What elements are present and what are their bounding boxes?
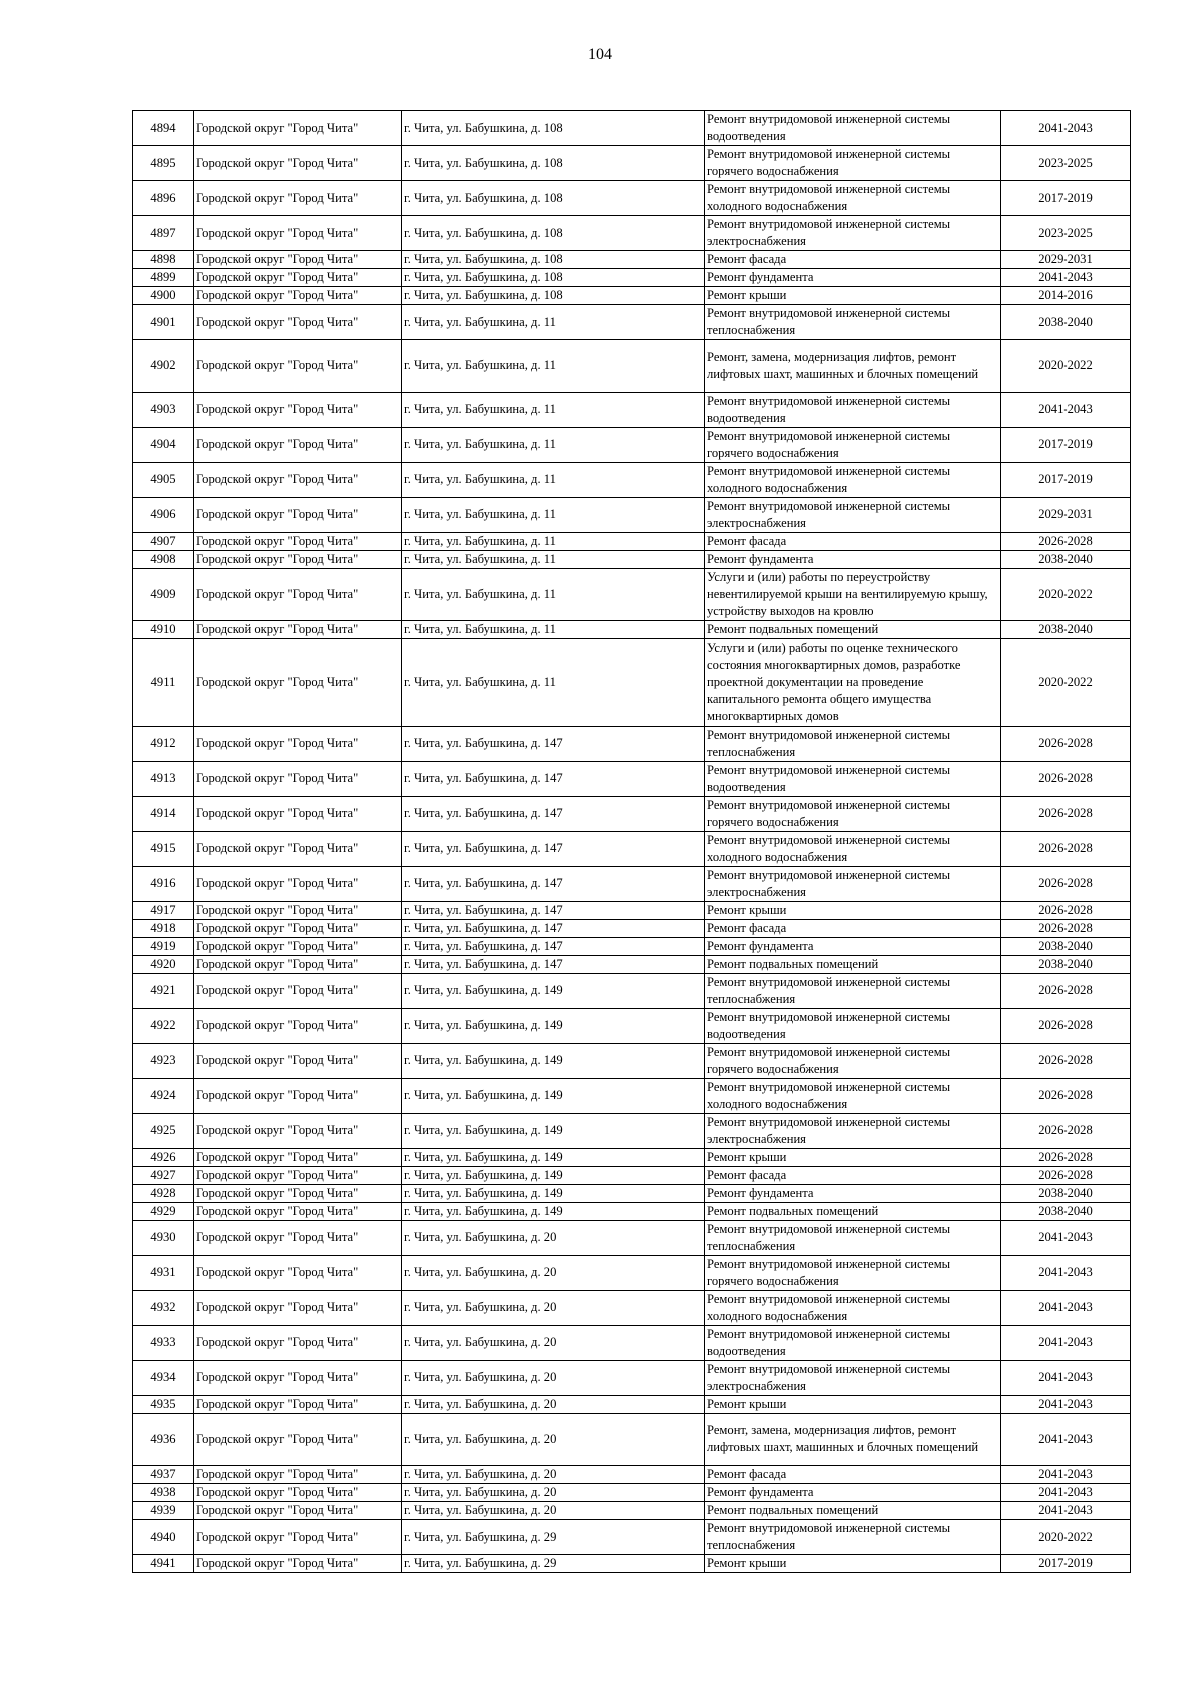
municipality-cell: Городской округ "Город Чита" xyxy=(194,1325,402,1360)
municipality-cell: Городской округ "Город Чита" xyxy=(194,796,402,831)
work-type-cell: Ремонт внутридомовой инженерной системы теплоснабжения xyxy=(705,726,1001,761)
row-number: 4900 xyxy=(133,287,194,305)
row-number: 4920 xyxy=(133,955,194,973)
municipality-cell: Городской округ "Город Чита" xyxy=(194,937,402,955)
row-number: 4901 xyxy=(133,305,194,340)
row-number: 4932 xyxy=(133,1290,194,1325)
period-cell: 2029-2031 xyxy=(1001,251,1131,269)
period-cell: 2020-2022 xyxy=(1001,340,1131,393)
municipality-cell: Городской округ "Город Чита" xyxy=(194,1360,402,1395)
municipality-cell: Городской округ "Город Чита" xyxy=(194,1202,402,1220)
table-row xyxy=(133,497,1131,532)
row-number: 4937 xyxy=(133,1466,194,1484)
work-type-cell: Ремонт внутридомовой инженерной системы горячего водоснабжения xyxy=(705,1043,1001,1078)
row-number: 4933 xyxy=(133,1325,194,1360)
work-type-cell: Ремонт внутридомовой инженерной системы водоотведения xyxy=(705,392,1001,427)
table-row xyxy=(133,955,1131,973)
address-cell: г. Чита, ул. Бабушкина, д. 11 xyxy=(402,621,705,639)
row-number: 4912 xyxy=(133,726,194,761)
address-cell: г. Чита, ул. Бабушкина, д. 149 xyxy=(402,1008,705,1043)
address-cell: г. Чита, ул. Бабушкина, д. 20 xyxy=(402,1502,705,1520)
work-type-cell: Ремонт внутридомовой инженерной системы холодного водоснабжения xyxy=(705,831,1001,866)
address-cell: г. Чита, ул. Бабушкина, д. 149 xyxy=(402,973,705,1008)
table-row xyxy=(133,1466,1131,1484)
period-cell: 2026-2028 xyxy=(1001,1043,1131,1078)
work-type-cell: Ремонт внутридомовой инженерной системы теплоснабжения xyxy=(705,973,1001,1008)
work-type-cell: Ремонт внутридомовой инженерной системы теплоснабжения xyxy=(705,1220,1001,1255)
municipality-cell: Городской округ "Город Чита" xyxy=(194,1043,402,1078)
table-row xyxy=(133,1360,1131,1395)
period-cell: 2041-2043 xyxy=(1001,1325,1131,1360)
work-type-cell: Ремонт подвальных помещений xyxy=(705,1502,1001,1520)
municipality-cell: Городской округ "Город Чита" xyxy=(194,1484,402,1502)
table-row xyxy=(133,251,1131,269)
address-cell: г. Чита, ул. Бабушкина, д. 20 xyxy=(402,1484,705,1502)
row-number: 4929 xyxy=(133,1202,194,1220)
table-row xyxy=(133,831,1131,866)
municipality-cell: Городской округ "Город Чита" xyxy=(194,1184,402,1202)
address-cell: г. Чита, ул. Бабушкина, д. 108 xyxy=(402,216,705,251)
address-cell: г. Чита, ул. Бабушкина, д. 108 xyxy=(402,251,705,269)
table-row xyxy=(133,532,1131,550)
work-type-cell: Ремонт внутридомовой инженерной системы горячего водоснабжения xyxy=(705,1255,1001,1290)
municipality-cell: Городской округ "Город Чита" xyxy=(194,1290,402,1325)
work-type-cell: Услуги и (или) работы по оценке технического состояния многоквартирных домов, разработке проектной документации на проведение капитального ремонта общего имущества многоквартирных домов xyxy=(705,639,1001,727)
table-row xyxy=(133,392,1131,427)
page-number: 104 xyxy=(588,46,612,63)
row-number: 4930 xyxy=(133,1220,194,1255)
address-cell: г. Чита, ул. Бабушкина, д. 11 xyxy=(402,497,705,532)
period-cell: 2038-2040 xyxy=(1001,621,1131,639)
work-type-cell: Ремонт подвальных помещений xyxy=(705,955,1001,973)
row-number: 4919 xyxy=(133,937,194,955)
work-type-cell: Ремонт внутридомовой инженерной системы горячего водоснабжения xyxy=(705,796,1001,831)
row-number: 4922 xyxy=(133,1008,194,1043)
address-cell: г. Чита, ул. Бабушкина, д. 20 xyxy=(402,1220,705,1255)
work-type-cell: Ремонт подвальных помещений xyxy=(705,621,1001,639)
address-cell: г. Чита, ул. Бабушкина, д. 108 xyxy=(402,146,705,181)
period-cell: 2038-2040 xyxy=(1001,550,1131,568)
period-cell: 2041-2043 xyxy=(1001,1413,1131,1466)
address-cell: г. Чита, ул. Бабушкина, д. 29 xyxy=(402,1520,705,1555)
address-cell: г. Чита, ул. Бабушкина, д. 11 xyxy=(402,462,705,497)
municipality-cell: Городской округ "Город Чита" xyxy=(194,305,402,340)
row-number: 4909 xyxy=(133,568,194,621)
row-number: 4938 xyxy=(133,1484,194,1502)
row-number: 4895 xyxy=(133,146,194,181)
row-number: 4896 xyxy=(133,181,194,216)
work-type-cell: Ремонт фасада xyxy=(705,919,1001,937)
period-cell: 2041-2043 xyxy=(1001,111,1131,146)
work-type-cell: Ремонт внутридомовой инженерной системы холодного водоснабжения xyxy=(705,1290,1001,1325)
address-cell: г. Чита, ул. Бабушкина, д. 20 xyxy=(402,1360,705,1395)
row-number: 4925 xyxy=(133,1113,194,1148)
period-cell: 2026-2028 xyxy=(1001,761,1131,796)
municipality-cell: Городской округ "Город Чита" xyxy=(194,955,402,973)
work-type-cell: Ремонт внутридомовой инженерной системы холодного водоснабжения xyxy=(705,462,1001,497)
row-number: 4939 xyxy=(133,1502,194,1520)
work-type-cell: Ремонт фундамента xyxy=(705,1484,1001,1502)
work-type-cell: Ремонт внутридомовой инженерной системы теплоснабжения xyxy=(705,1520,1001,1555)
row-number: 4911 xyxy=(133,639,194,727)
work-type-cell: Ремонт подвальных помещений xyxy=(705,1202,1001,1220)
work-type-cell: Ремонт, замена, модернизация лифтов, ремонт лифтовых шахт, машинных и блочных помещений xyxy=(705,1413,1001,1466)
period-cell: 2020-2022 xyxy=(1001,568,1131,621)
address-cell: г. Чита, ул. Бабушкина, д. 11 xyxy=(402,568,705,621)
period-cell: 2026-2028 xyxy=(1001,796,1131,831)
work-type-cell: Ремонт, замена, модернизация лифтов, ремонт лифтовых шахт, машинных и блочных помещений xyxy=(705,340,1001,393)
address-cell: г. Чита, ул. Бабушкина, д. 29 xyxy=(402,1555,705,1573)
period-cell: 2017-2019 xyxy=(1001,427,1131,462)
work-type-cell: Ремонт внутридомовой инженерной системы горячего водоснабжения xyxy=(705,146,1001,181)
row-number: 4915 xyxy=(133,831,194,866)
row-number: 4908 xyxy=(133,550,194,568)
table-row xyxy=(133,1395,1131,1413)
table-row xyxy=(133,181,1131,216)
municipality-cell: Городской округ "Город Чита" xyxy=(194,919,402,937)
municipality-cell: Городской округ "Город Чита" xyxy=(194,726,402,761)
period-cell: 2041-2043 xyxy=(1001,1220,1131,1255)
work-type-cell: Ремонт фасада xyxy=(705,251,1001,269)
period-cell: 2026-2028 xyxy=(1001,973,1131,1008)
address-cell: г. Чита, ул. Бабушкина, д. 149 xyxy=(402,1078,705,1113)
address-cell: г. Чита, ул. Бабушкина, д. 20 xyxy=(402,1255,705,1290)
address-cell: г. Чита, ул. Бабушкина, д. 20 xyxy=(402,1395,705,1413)
municipality-cell: Городской округ "Город Чита" xyxy=(194,287,402,305)
municipality-cell: Городской округ "Город Чита" xyxy=(194,462,402,497)
address-cell: г. Чита, ул. Бабушкина, д. 20 xyxy=(402,1466,705,1484)
municipality-cell: Городской округ "Город Чита" xyxy=(194,621,402,639)
period-cell: 2017-2019 xyxy=(1001,181,1131,216)
municipality-cell: Городской округ "Город Чита" xyxy=(194,111,402,146)
work-type-cell: Ремонт фундамента xyxy=(705,269,1001,287)
period-cell: 2023-2025 xyxy=(1001,146,1131,181)
row-number: 4913 xyxy=(133,761,194,796)
municipality-cell: Городской округ "Город Чита" xyxy=(194,251,402,269)
address-cell: г. Чита, ул. Бабушкина, д. 11 xyxy=(402,550,705,568)
period-cell: 2041-2043 xyxy=(1001,1290,1131,1325)
period-cell: 2041-2043 xyxy=(1001,1502,1131,1520)
address-cell: г. Чита, ул. Бабушкина, д. 20 xyxy=(402,1290,705,1325)
work-type-cell: Ремонт фасада xyxy=(705,1466,1001,1484)
row-number: 4934 xyxy=(133,1360,194,1395)
municipality-cell: Городской округ "Город Чита" xyxy=(194,181,402,216)
address-cell: г. Чита, ул. Бабушкина, д. 11 xyxy=(402,427,705,462)
period-cell: 2026-2028 xyxy=(1001,1113,1131,1148)
address-cell: г. Чита, ул. Бабушкина, д. 11 xyxy=(402,639,705,727)
works-table xyxy=(132,110,1131,1573)
municipality-cell: Городской округ "Город Чита" xyxy=(194,901,402,919)
municipality-cell: Городской округ "Город Чита" xyxy=(194,568,402,621)
table-row xyxy=(133,427,1131,462)
table-row xyxy=(133,639,1131,727)
address-cell: г. Чита, ул. Бабушкина, д. 147 xyxy=(402,726,705,761)
table-body xyxy=(133,111,1131,1573)
work-type-cell: Ремонт внутридомовой инженерной системы электроснабжения xyxy=(705,1360,1001,1395)
period-cell: 2026-2028 xyxy=(1001,1008,1131,1043)
period-cell: 2026-2028 xyxy=(1001,919,1131,937)
municipality-cell: Городской округ "Город Чита" xyxy=(194,1148,402,1166)
period-cell: 2041-2043 xyxy=(1001,1466,1131,1484)
municipality-cell: Городской округ "Город Чита" xyxy=(194,1220,402,1255)
table-row xyxy=(133,866,1131,901)
period-cell: 2026-2028 xyxy=(1001,1078,1131,1113)
period-cell: 2041-2043 xyxy=(1001,269,1131,287)
table-row xyxy=(133,146,1131,181)
municipality-cell: Городской округ "Город Чита" xyxy=(194,866,402,901)
row-number: 4916 xyxy=(133,866,194,901)
table-row xyxy=(133,269,1131,287)
row-number: 4903 xyxy=(133,392,194,427)
period-cell: 2017-2019 xyxy=(1001,1555,1131,1573)
row-number: 4936 xyxy=(133,1413,194,1466)
address-cell: г. Чита, ул. Бабушкина, д. 108 xyxy=(402,287,705,305)
table-row xyxy=(133,462,1131,497)
work-type-cell: Услуги и (или) работы по переустройству невентилируемой крыши на вентилируемую крышу, устройству выходов на кровлю xyxy=(705,568,1001,621)
work-type-cell: Ремонт внутридомовой инженерной системы электроснабжения xyxy=(705,1113,1001,1148)
period-cell: 2038-2040 xyxy=(1001,1184,1131,1202)
address-cell: г. Чита, ул. Бабушкина, д. 11 xyxy=(402,305,705,340)
work-type-cell: Ремонт внутридомовой инженерной системы электроснабжения xyxy=(705,866,1001,901)
table-row xyxy=(133,919,1131,937)
municipality-cell: Городской округ "Город Чита" xyxy=(194,639,402,727)
period-cell: 2026-2028 xyxy=(1001,1148,1131,1166)
period-cell: 2041-2043 xyxy=(1001,1360,1131,1395)
period-cell: 2038-2040 xyxy=(1001,955,1131,973)
work-type-cell: Ремонт внутридомовой инженерной системы теплоснабжения xyxy=(705,305,1001,340)
table-row xyxy=(133,937,1131,955)
period-cell: 2038-2040 xyxy=(1001,305,1131,340)
table-row xyxy=(133,1325,1131,1360)
row-number: 4914 xyxy=(133,796,194,831)
address-cell: г. Чита, ул. Бабушкина, д. 147 xyxy=(402,866,705,901)
municipality-cell: Городской округ "Город Чита" xyxy=(194,973,402,1008)
period-cell: 2041-2043 xyxy=(1001,392,1131,427)
table-row xyxy=(133,1413,1131,1466)
row-number: 4935 xyxy=(133,1395,194,1413)
row-number: 4928 xyxy=(133,1184,194,1202)
row-number: 4898 xyxy=(133,251,194,269)
municipality-cell: Городской округ "Город Чита" xyxy=(194,340,402,393)
municipality-cell: Городской округ "Город Чита" xyxy=(194,1395,402,1413)
table-row xyxy=(133,761,1131,796)
municipality-cell: Городской округ "Город Чита" xyxy=(194,1113,402,1148)
municipality-cell: Городской округ "Город Чита" xyxy=(194,146,402,181)
address-cell: г. Чита, ул. Бабушкина, д. 11 xyxy=(402,392,705,427)
address-cell: г. Чита, ул. Бабушкина, д. 147 xyxy=(402,937,705,955)
period-cell: 2017-2019 xyxy=(1001,462,1131,497)
table-row xyxy=(133,1008,1131,1043)
work-type-cell: Ремонт крыши xyxy=(705,901,1001,919)
address-cell: г. Чита, ул. Бабушкина, д. 11 xyxy=(402,532,705,550)
row-number: 4927 xyxy=(133,1166,194,1184)
row-number: 4931 xyxy=(133,1255,194,1290)
work-type-cell: Ремонт крыши xyxy=(705,287,1001,305)
table-row xyxy=(133,973,1131,1008)
table-row xyxy=(133,111,1131,146)
row-number: 4910 xyxy=(133,621,194,639)
address-cell: г. Чита, ул. Бабушкина, д. 20 xyxy=(402,1413,705,1466)
row-number: 4924 xyxy=(133,1078,194,1113)
table-row xyxy=(133,1502,1131,1520)
work-type-cell: Ремонт фундамента xyxy=(705,1184,1001,1202)
table-row xyxy=(133,1555,1131,1573)
address-cell: г. Чита, ул. Бабушкина, д. 147 xyxy=(402,919,705,937)
work-type-cell: Ремонт фундамента xyxy=(705,937,1001,955)
work-type-cell: Ремонт внутридомовой инженерной системы горячего водоснабжения xyxy=(705,427,1001,462)
table-row xyxy=(133,726,1131,761)
period-cell: 2038-2040 xyxy=(1001,937,1131,955)
address-cell: г. Чита, ул. Бабушкина, д. 147 xyxy=(402,955,705,973)
address-cell: г. Чита, ул. Бабушкина, д. 147 xyxy=(402,761,705,796)
municipality-cell: Городской округ "Город Чита" xyxy=(194,1078,402,1113)
period-cell: 2029-2031 xyxy=(1001,497,1131,532)
address-cell: г. Чита, ул. Бабушкина, д. 108 xyxy=(402,269,705,287)
period-cell: 2041-2043 xyxy=(1001,1484,1131,1502)
work-type-cell: Ремонт фасада xyxy=(705,532,1001,550)
table-row xyxy=(133,1520,1131,1555)
work-type-cell: Ремонт внутридомовой инженерной системы холодного водоснабжения xyxy=(705,181,1001,216)
table-row xyxy=(133,1148,1131,1166)
municipality-cell: Городской округ "Город Чита" xyxy=(194,1520,402,1555)
table-row xyxy=(133,1043,1131,1078)
table-row xyxy=(133,1255,1131,1290)
address-cell: г. Чита, ул. Бабушкина, д. 149 xyxy=(402,1184,705,1202)
row-number: 4926 xyxy=(133,1148,194,1166)
table-row xyxy=(133,1113,1131,1148)
municipality-cell: Городской округ "Город Чита" xyxy=(194,1502,402,1520)
table-row xyxy=(133,287,1131,305)
row-number: 4917 xyxy=(133,901,194,919)
table-row xyxy=(133,1166,1131,1184)
municipality-cell: Городской округ "Город Чита" xyxy=(194,497,402,532)
row-number: 4905 xyxy=(133,462,194,497)
municipality-cell: Городской округ "Город Чита" xyxy=(194,216,402,251)
table-row xyxy=(133,796,1131,831)
row-number: 4907 xyxy=(133,532,194,550)
row-number: 4902 xyxy=(133,340,194,393)
municipality-cell: Городской округ "Город Чита" xyxy=(194,1255,402,1290)
work-type-cell: Ремонт внутридомовой инженерной системы водоотведения xyxy=(705,761,1001,796)
municipality-cell: Городской округ "Город Чита" xyxy=(194,831,402,866)
municipality-cell: Городской округ "Город Чита" xyxy=(194,269,402,287)
work-type-cell: Ремонт внутридомовой инженерной системы холодного водоснабжения xyxy=(705,1078,1001,1113)
work-type-cell: Ремонт внутридомовой инженерной системы электроснабжения xyxy=(705,497,1001,532)
table-row xyxy=(133,1290,1131,1325)
address-cell: г. Чита, ул. Бабушкина, д. 147 xyxy=(402,796,705,831)
period-cell: 2026-2028 xyxy=(1001,901,1131,919)
period-cell: 2026-2028 xyxy=(1001,831,1131,866)
table-row xyxy=(133,901,1131,919)
period-cell: 2014-2016 xyxy=(1001,287,1131,305)
municipality-cell: Городской округ "Город Чита" xyxy=(194,1166,402,1184)
address-cell: г. Чита, ул. Бабушкина, д. 20 xyxy=(402,1325,705,1360)
table-row xyxy=(133,216,1131,251)
work-type-cell: Ремонт фасада xyxy=(705,1166,1001,1184)
period-cell: 2041-2043 xyxy=(1001,1395,1131,1413)
table-row xyxy=(133,305,1131,340)
municipality-cell: Городской округ "Город Чита" xyxy=(194,1466,402,1484)
address-cell: г. Чита, ул. Бабушкина, д. 11 xyxy=(402,340,705,393)
table-row xyxy=(133,550,1131,568)
period-cell: 2026-2028 xyxy=(1001,532,1131,550)
table-row xyxy=(133,340,1131,393)
row-number: 4940 xyxy=(133,1520,194,1555)
work-type-cell: Ремонт крыши xyxy=(705,1148,1001,1166)
work-type-cell: Ремонт крыши xyxy=(705,1395,1001,1413)
row-number: 4906 xyxy=(133,497,194,532)
work-type-cell: Ремонт внутридомовой инженерной системы электроснабжения xyxy=(705,216,1001,251)
address-cell: г. Чита, ул. Бабушкина, д. 149 xyxy=(402,1113,705,1148)
work-type-cell: Ремонт внутридомовой инженерной системы водоотведения xyxy=(705,1325,1001,1360)
address-cell: г. Чита, ул. Бабушкина, д. 147 xyxy=(402,831,705,866)
period-cell: 2038-2040 xyxy=(1001,1202,1131,1220)
address-cell: г. Чита, ул. Бабушкина, д. 149 xyxy=(402,1166,705,1184)
table-row xyxy=(133,1484,1131,1502)
table-row xyxy=(133,1202,1131,1220)
row-number: 4923 xyxy=(133,1043,194,1078)
address-cell: г. Чита, ул. Бабушкина, д. 149 xyxy=(402,1148,705,1166)
municipality-cell: Городской округ "Город Чита" xyxy=(194,1413,402,1466)
municipality-cell: Городской округ "Город Чита" xyxy=(194,427,402,462)
work-type-cell: Ремонт внутридомовой инженерной системы водоотведения xyxy=(705,111,1001,146)
work-type-cell: Ремонт внутридомовой инженерной системы водоотведения xyxy=(705,1008,1001,1043)
address-cell: г. Чита, ул. Бабушкина, д. 149 xyxy=(402,1202,705,1220)
table-row xyxy=(133,1184,1131,1202)
municipality-cell: Городской округ "Город Чита" xyxy=(194,550,402,568)
municipality-cell: Городской округ "Город Чита" xyxy=(194,1555,402,1573)
work-type-cell: Ремонт крыши xyxy=(705,1555,1001,1573)
row-number: 4897 xyxy=(133,216,194,251)
table-row xyxy=(133,568,1131,621)
municipality-cell: Городской округ "Город Чита" xyxy=(194,532,402,550)
address-cell: г. Чита, ул. Бабушкина, д. 108 xyxy=(402,181,705,216)
period-cell: 2023-2025 xyxy=(1001,216,1131,251)
table-row xyxy=(133,1078,1131,1113)
row-number: 4894 xyxy=(133,111,194,146)
row-number: 4918 xyxy=(133,919,194,937)
period-cell: 2026-2028 xyxy=(1001,1166,1131,1184)
table-row xyxy=(133,621,1131,639)
period-cell: 2026-2028 xyxy=(1001,726,1131,761)
period-cell: 2020-2022 xyxy=(1001,639,1131,727)
period-cell: 2020-2022 xyxy=(1001,1520,1131,1555)
municipality-cell: Городской округ "Город Чита" xyxy=(194,392,402,427)
row-number: 4899 xyxy=(133,269,194,287)
address-cell: г. Чита, ул. Бабушкина, д. 108 xyxy=(402,111,705,146)
period-cell: 2041-2043 xyxy=(1001,1255,1131,1290)
row-number: 4904 xyxy=(133,427,194,462)
period-cell: 2026-2028 xyxy=(1001,866,1131,901)
municipality-cell: Городской округ "Город Чита" xyxy=(194,1008,402,1043)
work-type-cell: Ремонт фундамента xyxy=(705,550,1001,568)
municipality-cell: Городской округ "Город Чита" xyxy=(194,761,402,796)
table-row xyxy=(133,1220,1131,1255)
address-cell: г. Чита, ул. Бабушкина, д. 147 xyxy=(402,901,705,919)
address-cell: г. Чита, ул. Бабушкина, д. 149 xyxy=(402,1043,705,1078)
row-number: 4941 xyxy=(133,1555,194,1573)
row-number: 4921 xyxy=(133,973,194,1008)
